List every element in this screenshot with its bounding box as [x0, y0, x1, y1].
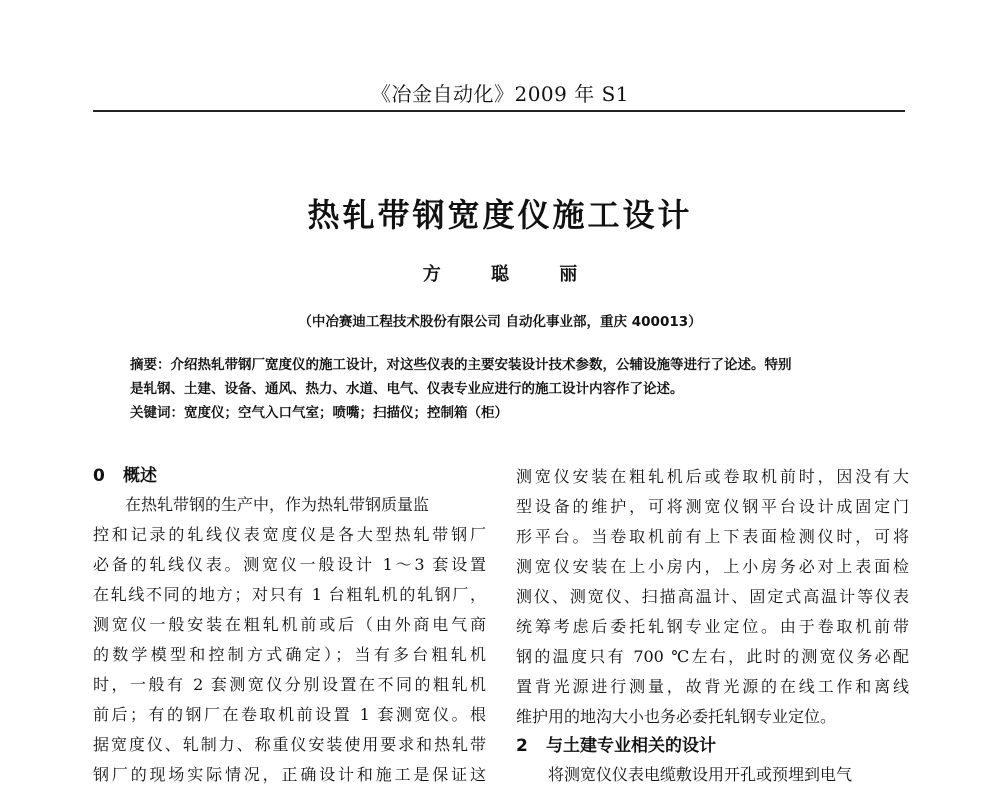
section-number: 2 [516, 736, 528, 756]
section-number: 0 [93, 466, 105, 486]
body-line: 统筹考虑后委托轧钢专业定位。由于卷取机前带 [516, 617, 909, 636]
affiliation: （中冶赛迪工程技术股份有限公司 自动化事业部，重庆 400013） [298, 314, 702, 330]
body-line: 型设备的维护，可将测宽仪钢平台设计成固定门 [516, 497, 909, 516]
body-line: 维护用的地沟大小也务必委托轧钢专业定位。 [516, 707, 837, 726]
journal-header: 《冶金自动化》2009 年 S1 [370, 82, 630, 106]
body-line: 测宽仪安装在粗轧机后或卷取机前时，因没有大 [516, 467, 909, 486]
body-line: 测仪、测宽仪、扫描高温计、固定式高温计等仪表 [516, 587, 909, 606]
left-column [93, 462, 486, 790]
body-line: 钢的温度只有 700 ℃左右，此时的测宽仪务必配 [516, 647, 909, 666]
keywords-line [130, 401, 875, 425]
section-heading [93, 462, 486, 490]
right-column [516, 462, 909, 790]
body-line: 的数学模型和控制方式确定）；当有多台粗轧机 [93, 645, 486, 664]
author: 方 聪 丽 [422, 264, 600, 285]
header-rule [93, 110, 905, 112]
abstract [130, 353, 875, 425]
body-line: 置背光源进行测量，故背光源的在线工作和离线 [516, 677, 909, 696]
section-title: 概述 [123, 466, 157, 486]
section-heading [516, 732, 909, 760]
abstract-label: 摘要： [130, 357, 171, 373]
body-line: 形平台。当卷取机前有上下表面检测仪时，可将 [516, 527, 909, 546]
body-line: 钢厂的现场实际情况，正确设计和施工是保证这 [93, 765, 486, 784]
keywords-text: 宽度仪；空气入口气室；喷嘴；扫描仪；控制箱（柜） [184, 405, 508, 421]
body-line: 在轧线不同的地方；对只有 1 台粗轧机的轧钢厂， [93, 585, 486, 604]
body-line: 必备的轧线仪表。测宽仪一般设计 1～3 套设置 [93, 555, 486, 574]
section-title: 与土建专业相关的设计 [546, 736, 716, 756]
paper-title: 热轧带钢宽度仪施工设计 [307, 196, 693, 234]
body-line: 控和记录的轧线仪表宽度仪是各大型热轧带钢厂 [93, 525, 486, 544]
body-line: 测宽仪一般安装在粗轧机前或后（由外商电气商 [93, 615, 486, 634]
body-line: 时，一般有 2 套测宽仪分别设置在不同的粗轧机 [93, 675, 486, 694]
body-line: 将测宽仪仪表电缆敷设用开孔或预埋到电气 [548, 765, 853, 784]
keywords-label: 关键词： [130, 405, 184, 421]
abstract-line-1 [130, 353, 875, 377]
abstract-text-2: 是轧钢、土建、设备、通风、热力、水道、电气、仪表专业应进行的施工设计内容作了论述。 [130, 381, 684, 397]
body-line: 前后；有的钢厂在卷取机前设置 1 套测宽仪。根 [93, 705, 486, 724]
abstract-text-1: 介绍热轧带钢厂宽度仪的施工设计，对这些仪表的主要安装设计技术参数，公辅设施等进行了论述。特别 [170, 357, 792, 373]
body-line: 测宽仪安装在上小房内，上小房务必对上表面检 [516, 557, 909, 576]
body-line: 据宽度仪、轧制力、称重仪安装使用要求和热轧带 [93, 735, 486, 754]
body-line: 在热轧带钢的生产中，作为热轧带钢质量监 [125, 495, 430, 514]
